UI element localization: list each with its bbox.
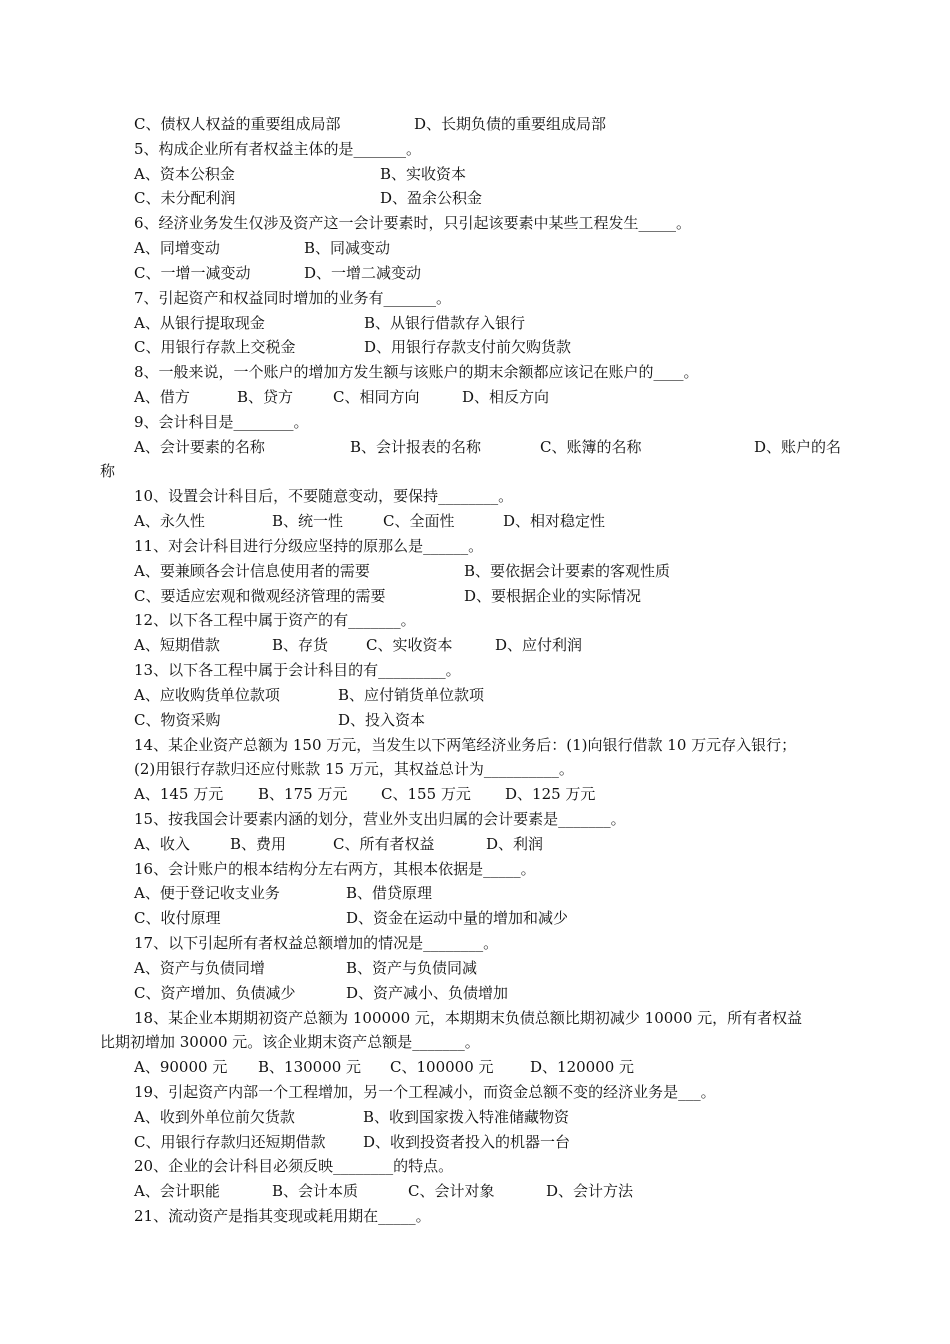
- text-segment: B、收到国家拨入特准储藏物资: [363, 1107, 570, 1126]
- text-segment: D、盈余公积金: [380, 189, 483, 208]
- text-segment: C、会计对象: [408, 1182, 495, 1201]
- text-segment: B、会计报表的名称: [350, 437, 482, 456]
- text-segment: 比期初增加 30000 元。该企业期末资产总额是_______。: [100, 1033, 480, 1052]
- text-segment: C、一增一减变动: [134, 263, 251, 282]
- text-segment: 12、以下各工程中属于资产的有_______。: [134, 611, 416, 630]
- text-segment: 18、某企业本期期初资产总额为 100000 元，本期期末负债总额比期初减少 10000 元，所有者权益: [134, 1008, 803, 1027]
- text-segment: C、要适应宏观和微观经济管理的需要: [134, 586, 386, 605]
- text-segment: B、实收资本: [380, 164, 467, 183]
- text-segment: C、未分配利润: [134, 189, 236, 208]
- text-segment: A、收到外单位前欠货款: [134, 1107, 295, 1126]
- text-segment: 6、经济业务发生仅涉及资产这一会计要素时，只引起该要素中某些工程发生_____。: [134, 214, 692, 233]
- text-segment: 9、会计科目是________。: [134, 412, 309, 431]
- text-segment: (2)用银行存款归还应付账款 15 万元，其权益总计为__________。: [134, 760, 574, 779]
- text-segment: A、要兼顾各会计信息使用者的需要: [134, 561, 370, 580]
- text-segment: A、短期借款: [134, 636, 220, 655]
- text-segment: 16、会计账户的根本结构分左右两方，其根本依据是_____。: [134, 859, 536, 878]
- text-segment: D、利润: [486, 834, 544, 853]
- text-segment: A、借方: [134, 388, 190, 407]
- text-segment: 20、企业的会计科目必须反映________的特点。: [134, 1157, 454, 1176]
- text-segment: B、资产与负债同减: [346, 958, 478, 977]
- text-segment: B、会计本质: [272, 1182, 359, 1201]
- text-segment: B、统一性: [272, 512, 344, 531]
- text-segment: D、资金在运动中量的增加和减少: [346, 909, 569, 928]
- text-segment: C、收付原理: [134, 909, 221, 928]
- text-segment: C、用银行存款归还短期借款: [134, 1132, 326, 1151]
- text-segment: A、同增变动: [134, 239, 220, 258]
- text-segment: 8、一般来说，一个账户的增加方发生额与该账户的期末余额都应该记在账户的____。: [134, 363, 699, 382]
- text-segment: 5、构成企业所有者权益主体的是_______。: [134, 139, 422, 158]
- text-segment: C、物资采购: [134, 710, 221, 729]
- text-segment: A、会计要素的名称: [134, 437, 265, 456]
- text-segment: D、一增二减变动: [304, 263, 422, 282]
- text-segment: D、收到投资者投入的机器一台: [363, 1132, 571, 1151]
- text-segment: A、145 万元: [134, 785, 224, 804]
- text-segment: A、收入: [134, 834, 190, 853]
- text-segment: D、资产减小、负债增加: [346, 983, 509, 1002]
- text-segment: D、账户的名: [754, 437, 842, 456]
- text-segment: C、155 万元: [381, 785, 471, 804]
- text-segment: D、用银行存款支付前欠购货款: [364, 338, 572, 357]
- text-segment: B、从银行借款存入银行: [364, 313, 526, 332]
- text-segment: A、应收购货单位款项: [134, 685, 280, 704]
- text-segment: C、100000 元: [390, 1058, 494, 1077]
- text-segment: D、会计方法: [546, 1182, 634, 1201]
- text-segment: C、实收资本: [366, 636, 453, 655]
- text-segment: 19、引起资产内部一个工程增加，另一个工程减小，而资金总额不变的经济业务是___。: [134, 1082, 716, 1101]
- text-segment: 14、某企业资产总额为 150 万元，当发生以下两笔经济业务后：(1)向银行借款 10 万元存入银行；: [134, 735, 797, 754]
- text-segment: B、应付销货单位款项: [338, 685, 485, 704]
- text-segment: 10、设置会计科目后，不要随意变动，要保持________。: [134, 487, 514, 506]
- text-segment: D、120000 元: [530, 1058, 635, 1077]
- text-segment: B、130000 元: [258, 1058, 362, 1077]
- text-segment: D、应付利润: [495, 636, 583, 655]
- text-segment: B、费用: [230, 834, 287, 853]
- text-segment: 15、按我国会计要素内涵的划分，营业外支出归属的会计要素是_______。: [134, 809, 626, 828]
- text-segment: A、资本公积金: [134, 164, 235, 183]
- text-segment: D、长期负债的重要组成局部: [414, 115, 607, 133]
- text-segment: 17、以下引起所有者权益总额增加的情况是________。: [134, 934, 499, 953]
- text-segment: A、会计职能: [134, 1182, 220, 1201]
- text-segment: D、相对稳定性: [503, 512, 606, 531]
- text-segment: B、贷方: [237, 388, 294, 407]
- text-segment: D、125 万元: [505, 785, 596, 804]
- text-segment: C、全面性: [383, 512, 455, 531]
- text-segment: 11、对会计科目进行分级应坚持的原那么是______。: [134, 536, 484, 555]
- text-segment: B、借贷原理: [346, 884, 433, 903]
- text-segment: 7、引起资产和权益同时增加的业务有_______。: [134, 288, 452, 307]
- text-segment: B、存货: [272, 636, 329, 655]
- text-segment: A、从银行提取现金: [134, 313, 265, 332]
- text-segment: C、用银行存款上交税金: [134, 338, 296, 357]
- text-segment: D、相反方向: [462, 388, 550, 407]
- text-segment: C、相同方向: [333, 388, 420, 407]
- text-segment: C、所有者权益: [333, 834, 435, 853]
- text-segment: C、债权人权益的重要组成局部: [134, 115, 341, 133]
- text-segment: D、要根据企业的实际情况: [464, 586, 642, 605]
- text-segment: A、资产与负债同增: [134, 958, 265, 977]
- text-segment: 13、以下各工程中属于会计科目的有_________。: [134, 661, 461, 680]
- text-segment: A、90000 元: [134, 1058, 228, 1077]
- text-segment: 称: [100, 462, 116, 481]
- text-segment: 21、流动资产是指其变现或耗用期在_____。: [134, 1207, 431, 1226]
- text-segment: B、175 万元: [258, 785, 348, 804]
- text-segment: D、投入资本: [338, 710, 426, 729]
- text-segment: A、永久性: [134, 512, 205, 531]
- text-segment: B、同减变动: [304, 239, 391, 258]
- text-segment: B、要依据会计要素的客观性质: [464, 561, 671, 580]
- text-segment: A、便于登记收支业务: [134, 884, 280, 903]
- text-segment: C、账簿的名称: [540, 437, 642, 456]
- text-segment: C、资产增加、负债减少: [134, 983, 296, 1002]
